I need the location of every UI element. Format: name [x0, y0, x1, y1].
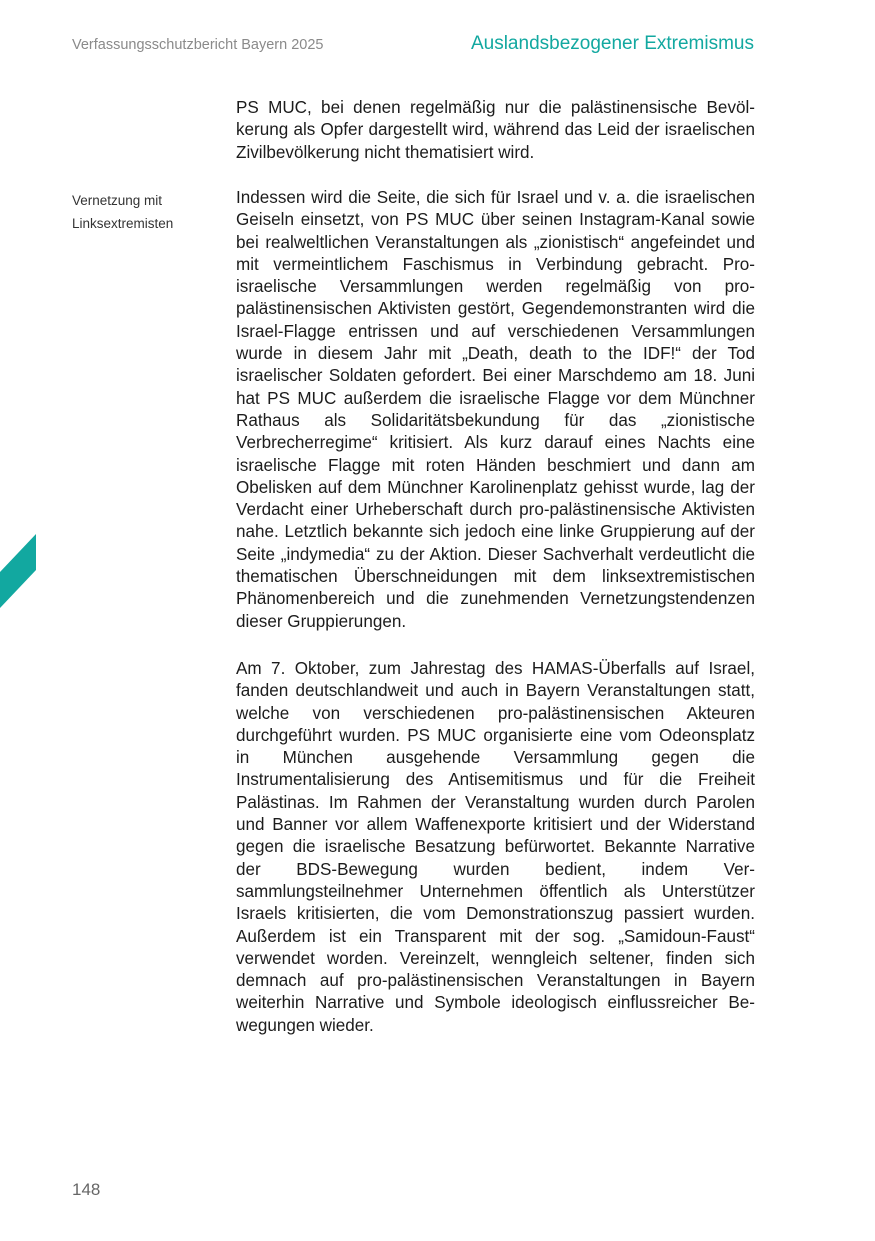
running-header-publication: Verfassungsschutzbericht Bayern 2025 — [72, 37, 324, 53]
running-header-section: Auslandsbezogener Extremismus — [470, 33, 754, 54]
paragraph-text: Indessen wird die Seite, die sich für Israel und v. a. die israelischen Geiseln einsetzt, von PS MUC über seinen Instagram-Kanal sowie bei realweltlichen Veranstaltungen als „zionistisch“ angefeindet und mit vermeintlichem Faschismus in Verbindung gebracht. Pro-israelische Versammlungen werden regelmäßig von pro-palästinensischen Aktivisten gestört, Gegendemonstranten wird die Israel-Flagge entrissen und auf verschiedenen Versammlungen wurde in diesem Jahr mit „Death, death to the IDF!“ der Tod israelischer Soldaten gefordert. Bei einer Marschdemo am 18. Juni hat PS MUC außerdem die israelische Flagge vor dem Münchner Rathaus als Solidaritätsbekundung für das „zionistische Verbrecherregime“ kritisiert. Als kurz darauf eines Nachts eine israelische Flagge mit roten Händen beschmiert und dann am Obelisken auf dem Münchner Karolinenplatz gehisst wurde, lag der Verdacht einer Urheberschaft durch pro-palästinensische Aktivisten nahe. Letztlich bekannte sich jedoch eine linke Gruppierung auf der Seite „indymedia“ zu der Aktion. Dieser Sachverhalt verdeutlicht die thematischen Überschneidungen mit dem linksextremistischen Phänomenbereich und die zunehmenden Vernetzungstendenzen dieser Gruppierungen. — [236, 188, 755, 631]
paragraph-text: PS MUC, bei denen regelmäßig nur die palästinensische Bevölkerung als Opfer dargestellt wird, während das Leid der israelischen Zivilbevölkerung nicht thematisiert wird. — [236, 98, 755, 162]
body-paragraph — [236, 97, 755, 164]
page-number: 148 — [72, 1180, 101, 1199]
margin-note-line: Vernetzung mit — [72, 193, 163, 208]
chapter-tab-marker — [0, 534, 36, 613]
body-paragraph — [236, 658, 755, 1037]
margin-note — [72, 189, 212, 235]
body-paragraph — [236, 187, 755, 633]
margin-note-line: Linksextremisten — [72, 216, 174, 231]
paragraph-text: Am 7. Oktober, zum Jahrestag des HAMAS-Überfalls auf Israel, fanden deutschlandweit und auch in Bayern Veranstaltungen statt, welche von verschiedenen pro-palästinensischen Akteuren durchgeführt wurden. PS MUC organisierte eine vom Odeonsplatz in München ausgehende Versammlung gegen die Instrumentalisierung des Antisemitismus und für die Freiheit Palästinas. Im Rahmen der Veranstaltung wurden durch Parolen und Banner vor allem Waffenexporte kritisiert und der Widerstand gegen die israelische Besatzung befürwortet. Bekannte Narrative der BDS-Bewegung wurden bedient, indem Versammlungsteilnehmer Unternehmen öffentlich als Unterstützer Israels kritisierten, die vom Demonstrationszug passiert wurden. Außerdem ist ein Transparent mit der sog. „Samidoun-Faust“ verwendet worden. Vereinzelt, wenngleich seltener, finden sich demnach auf pro-palästinensischen Veranstaltungen in Bayern weiterhin Narrative und Symbole ideologisch einflussreicher Bewegungen wieder. — [236, 659, 755, 1035]
